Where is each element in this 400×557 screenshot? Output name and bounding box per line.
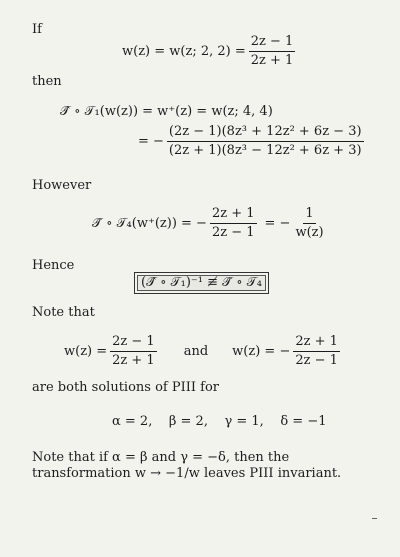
- eq5-fraction-1: [110, 334, 157, 369]
- eq2-line1: 𝒯̂ ∘ 𝒯₁(w(z)) = w⁺(z) = w(z; 4, 4): [60, 104, 273, 119]
- eq1-numerator: 2z − 1: [249, 34, 296, 52]
- text-hence: Hence: [32, 258, 75, 273]
- page-mark: [372, 518, 377, 519]
- text-if: If: [32, 22, 42, 37]
- eq3-denominator-1: 2z − 1: [211, 225, 255, 240]
- eq3-lhs: 𝒯̃ ∘ 𝒯₄(w⁺(z)) = −: [92, 215, 207, 231]
- equation-w-plus-line2: [138, 124, 367, 159]
- eq5-and: and: [183, 343, 209, 359]
- eq3-numerator-2: 1: [303, 206, 315, 224]
- text-invariance-note: Note that if α = β and γ = −δ, then the transformation w → −1/w leaves PIII invariant.: [32, 450, 342, 481]
- eq3-numerator-1: 2z + 1: [210, 206, 257, 224]
- eq2-numerator: (2z − 1)(8z³ + 12z² + 6z − 3): [167, 124, 364, 142]
- equation-parameters: [112, 414, 326, 430]
- eq5-denominator-2: 2z − 1: [295, 353, 338, 368]
- eq3-fraction-1: [210, 206, 257, 241]
- eq5-numerator-1: 2z − 1: [110, 334, 157, 352]
- text-both-solutions: are both solutions of PIII for: [32, 380, 219, 395]
- eq1-denominator: 2z + 1: [250, 53, 294, 68]
- eq1-fraction: [249, 34, 296, 69]
- eq1-lhs: w(z) = w(z; 2, 2) =: [122, 43, 246, 59]
- eq5-denominator-1: 2z + 1: [112, 353, 155, 368]
- equation-boxed-result: [134, 272, 269, 294]
- eq3-fraction-2: [293, 206, 325, 241]
- eq2-fraction: [167, 124, 364, 159]
- eq6-parameters: α = 2, β = 2, γ = 1, δ = −1: [112, 414, 327, 429]
- eq5-numerator-2: 2z + 1: [293, 334, 340, 352]
- eq2-denominator: (2z + 1)(8z³ − 12z² + 6z + 3): [168, 143, 362, 158]
- equation-two-solutions: [64, 334, 343, 369]
- eq5-fraction-2: [293, 334, 340, 369]
- eq3-mid: = −: [264, 215, 291, 231]
- boxed-inequality: (𝒯̂ ∘ 𝒯₁)⁻¹ ≢ 𝒯̃ ∘ 𝒯₄: [134, 272, 269, 294]
- eq5-lhs-1: w(z) =: [64, 343, 108, 359]
- text-however: However: [32, 178, 92, 193]
- text-note-that: Note that: [32, 305, 95, 320]
- equation-inverse-transform: [92, 206, 329, 241]
- eq5-lhs-2: w(z) = −: [232, 343, 291, 359]
- equation-w-definition: [122, 34, 298, 69]
- equation-w-plus-line1: [60, 104, 273, 120]
- text-then: then: [32, 74, 62, 89]
- eq3-denominator-2: w(z): [295, 225, 324, 240]
- eq2-prefix: = −: [138, 133, 164, 149]
